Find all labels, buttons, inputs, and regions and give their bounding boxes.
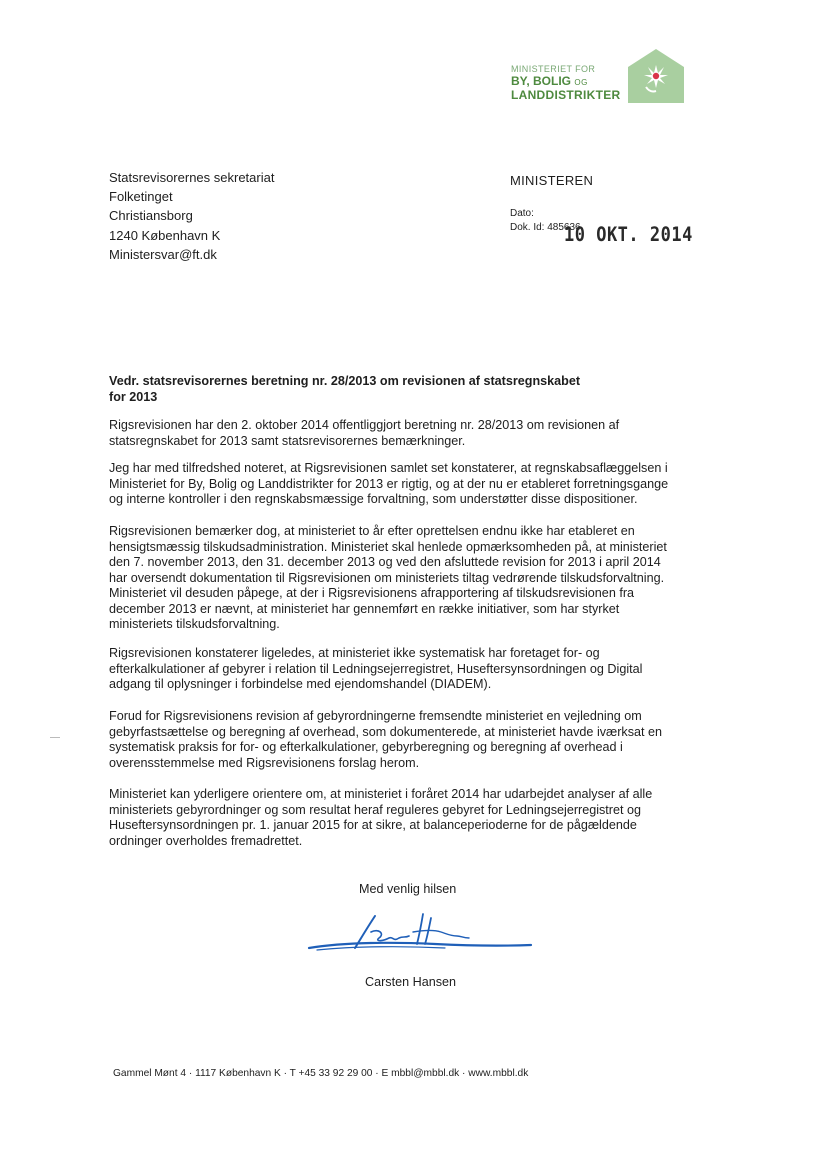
logo-line-2-main: BY, BOLIG xyxy=(511,74,572,88)
signature-icon xyxy=(305,908,535,958)
body-line: Rigsrevisionen bemærker dog, at ministeriet to år efter oprettelsen endnu ikke har etableret en xyxy=(109,524,635,538)
recipient-line: Ministersvar@ft.dk xyxy=(109,246,217,262)
body-line: ordninger overholdes fremadrettet. xyxy=(109,833,303,848)
body-line: ministeriets tilskudsforvaltning. xyxy=(109,617,280,631)
letter-subject xyxy=(109,374,629,405)
body-line: har oversendt dokumentation til Rigsrevisionen om ministeriets tiltag vedrørende tilskudsforvaltning. xyxy=(109,570,665,585)
body-line: efterkalkulationer af gebyrer i relation til Ledningsejerregistret, Huseftersynsordningen og Digital xyxy=(109,661,643,676)
logo-line-1: MINISTERIET FOR xyxy=(511,64,596,74)
body-line: Ministeriet for By, Bolig og Landdistrikter for 2013 er rigtig, og at der nu er etableret forretningsgange xyxy=(109,476,669,491)
body-paragraph xyxy=(109,787,669,849)
footer-contact: Gammel Mønt 4 · 1117 København K · T +45 33 92 29 00 · E mbbl@mbbl.dk · www.mbbl.dk xyxy=(113,1068,529,1079)
logo-line-3: LANDDISTRIKTER xyxy=(511,88,621,102)
date-stamp: 10 OKT. 2014 xyxy=(564,223,693,247)
body-line: Jeg har med tilfredshed noteret, at Rigsrevisionen samlet set konstaterer, at regnskabsaflæggelsen i xyxy=(109,461,668,475)
body-line: Forud for Rigsrevisionens revision af gebyrordningerne fremsendte ministeriet en vejledning om xyxy=(109,709,642,723)
body-paragraph xyxy=(109,461,669,508)
recipient-line: Statsrevisorernes sekretariat xyxy=(109,170,275,185)
body-line: statsregnskabet for 2013 samt statsrevisorernes bemærkninger. xyxy=(109,433,466,448)
logo-line-2-small: OG xyxy=(574,78,588,87)
body-line: Rigsrevisionen konstaterer ligeledes, at ministeriet ikke systematisk har foretaget for- og xyxy=(109,646,600,660)
recipient-line: Folketinget xyxy=(109,189,173,205)
ministry-logo-text xyxy=(511,64,629,102)
body-line: Huseftersynsordningen pr. 1. januar 2015 for at sikre, at balanceperioderne for de pågældende xyxy=(109,818,637,832)
body-line: systematisk praksis for for- og efterkalkulationer, gebyrberegning og beregning af overhead i xyxy=(109,740,623,754)
signer-name: Carsten Hansen xyxy=(365,975,457,989)
scan-mark xyxy=(50,737,60,738)
subject-line: for 2013 xyxy=(109,389,158,404)
recipient-address xyxy=(109,168,274,264)
subject-line: Vedr. statsrevisorernes beretning nr. 28/2013 om revisionen af statsregnskabet xyxy=(109,374,581,388)
logo-line-2 xyxy=(511,75,629,89)
body-line: hensigtsmæssig tilskudsadministration. Ministeriet skal henlede opmærksomheden på, at ministeriet xyxy=(109,539,667,554)
body-paragraph xyxy=(109,709,669,771)
body-line: Ministeriet vil desuden påpege, at der i Rigsrevisionens afrapportering af tilskudsrevisionen fra xyxy=(109,586,635,600)
house-logo-icon xyxy=(628,47,684,103)
body-line: den 7. november 2013, den 31. december 2013 og ved den afsluttede revision for 2013 i april 2014 xyxy=(109,555,661,569)
body-line: Ministeriet kan yderligere orientere om, at ministeriet i foråret 2014 har udarbejdet analyser af alle xyxy=(109,787,653,801)
sender-title: MINISTEREN xyxy=(510,173,594,188)
body-line: gebyrfastsættelse og beregning af overhead, som dokumenterede, at ministeriet havde iværksat en xyxy=(109,724,663,739)
recipient-line: 1240 København K xyxy=(109,227,221,243)
recipient-line: Christiansborg xyxy=(109,208,193,224)
document-id: Dok. Id: 485636 xyxy=(510,222,581,233)
body-paragraph xyxy=(109,646,669,693)
body-paragraph xyxy=(109,524,669,633)
body-line: ministeriets gebyrordninger og som resultat heraf reguleres gebyret for Ledningsejerregistret og xyxy=(109,802,642,817)
body-line: adgang til oplysninger i forbindelse med ejendomshandel (DIADEM). xyxy=(109,677,492,691)
date-label: Dato: xyxy=(510,208,534,219)
body-line: december 2013 er nævnt, at ministeriet har gennemført en række initiativer, som har styrket xyxy=(109,601,620,616)
body-line: overensstemmelse med Rigsrevisionens forslag herom. xyxy=(109,755,420,770)
body-line: Rigsrevisionen har den 2. oktober 2014 offentliggjort beretning nr. 28/2013 om revisionen af xyxy=(109,418,620,432)
body-line: og interne kontroller i den regnskabsmæssige forvaltning, som understøtter disse dispositioner. xyxy=(109,492,638,506)
body-paragraph xyxy=(109,418,669,449)
closing-greeting: Med venlig hilsen xyxy=(359,882,457,896)
